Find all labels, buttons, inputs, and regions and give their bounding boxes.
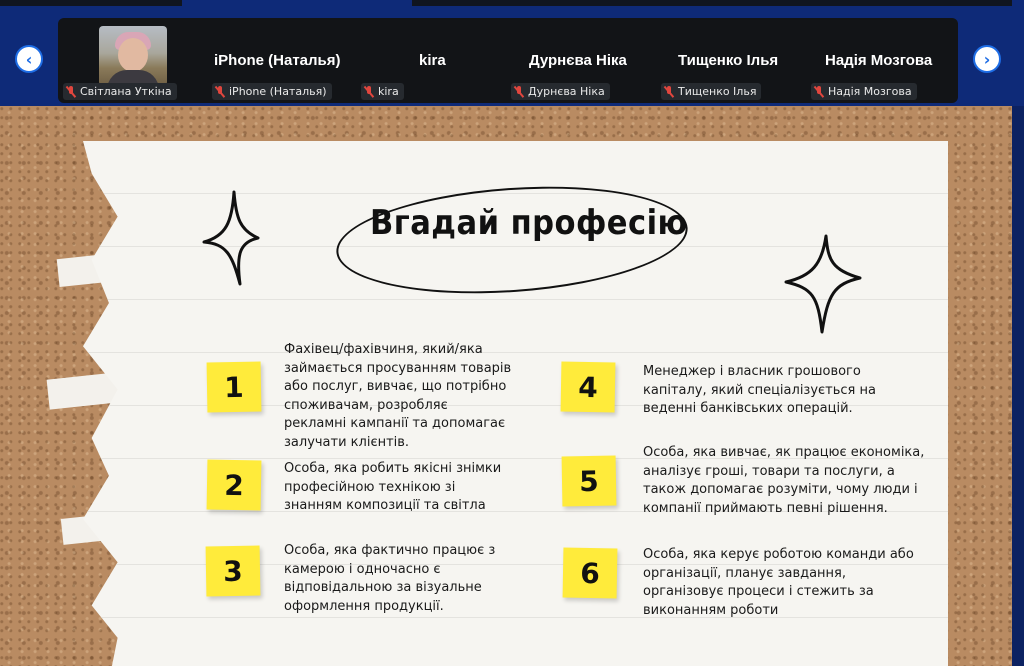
item-description-2: Особа, яка робить якісні знімки професійною технікою зі знанням композиції та світла [284,461,502,513]
item-description-4: Менеджер і власник грошового капіталу, який спеціалізується на веденні банківських операцій. [643,364,876,416]
participant-name-tag [212,83,332,100]
item-number: 5 [578,464,600,498]
item-number: 6 [579,556,601,590]
top-bar-left [0,0,182,6]
participant-tag-label: Надія Мозгова [828,85,912,98]
sticky-note-2 [207,460,262,511]
prev-page-button[interactable] [15,45,43,73]
next-page-button[interactable] [973,45,1001,73]
participant-strip [58,18,958,103]
participant-tile[interactable] [208,18,358,103]
item-number: 4 [577,370,599,404]
participant-name-tag [361,83,404,100]
participant-tile[interactable] [358,18,508,103]
participant-name-tag [63,83,177,100]
item-description-5: Особа, яка вивчає, як працює економіка, аналізує гроші, товари та послуги, а також допомагає розуміти, чому люди і компанії приймають певні рішення. [643,445,925,516]
paper-scrap [47,372,120,409]
participant-name-tag [511,83,610,100]
participant-tag-label: iPhone (Наталья) [229,85,327,98]
mic-muted-icon [664,86,674,98]
item-number: 1 [223,370,245,404]
item-description-3: Особа, яка фактично працює з камерою і одночасно є відповідальною за візуальне оформлення продукції. [284,543,496,614]
sticky-note-3 [206,546,261,597]
participant-tile[interactable] [808,18,958,103]
participant-display-name: Тищенко Ілья [678,52,779,69]
chevron-right-icon: › [983,49,991,69]
participant-tile[interactable] [58,18,208,103]
participant-tag-label: Світлана Уткіна [80,85,172,98]
sparkle-icon [782,232,862,336]
mic-muted-icon [215,86,225,98]
participant-display-name: kira [419,52,446,69]
participant-tag-label: Тищенко Ілья [678,85,757,98]
participant-display-name: Надія Мозгова [825,52,933,69]
slide-edge [1012,106,1024,666]
mic-muted-icon [364,86,374,98]
participant-name-tag [811,83,917,100]
participant-tile[interactable] [658,18,808,103]
mic-muted-icon [814,86,824,98]
participant-name-tag [661,83,761,100]
participant-tile[interactable] [508,18,658,103]
item-number: 2 [223,468,245,502]
item-description-6: Особа, яка керує роботою команди або організації, планує завдання, організовує процеси і стежить за виконанням роботи [643,547,914,618]
chevron-left-icon: ‹ [25,49,33,69]
participant-display-name: Дурнєва Ніка [529,52,627,69]
participant-video [99,26,167,86]
item-description-1: Фахівец/фахівчиня, який/яка займається просуванням товарів або послуг, вивчає, що потрібно споживачам, розробляє рекламні кампанії та допомагає залучати клієнтів. [284,342,512,450]
slide-title: Вгадай професію [370,203,688,243]
sticky-note-1 [207,362,262,413]
sticky-note-6 [563,548,618,599]
participant-display-name: iPhone (Наталья) [214,52,341,69]
item-number: 3 [222,554,244,588]
mic-muted-icon [66,86,76,98]
sticky-note-5 [562,456,617,507]
mic-muted-icon [514,86,524,98]
participant-tag-label: kira [378,85,399,98]
top-bar-right [412,0,1012,6]
participant-tag-label: Дурнєва Ніка [528,85,605,98]
sticky-note-4 [561,362,616,413]
sparkle-icon [200,188,262,288]
